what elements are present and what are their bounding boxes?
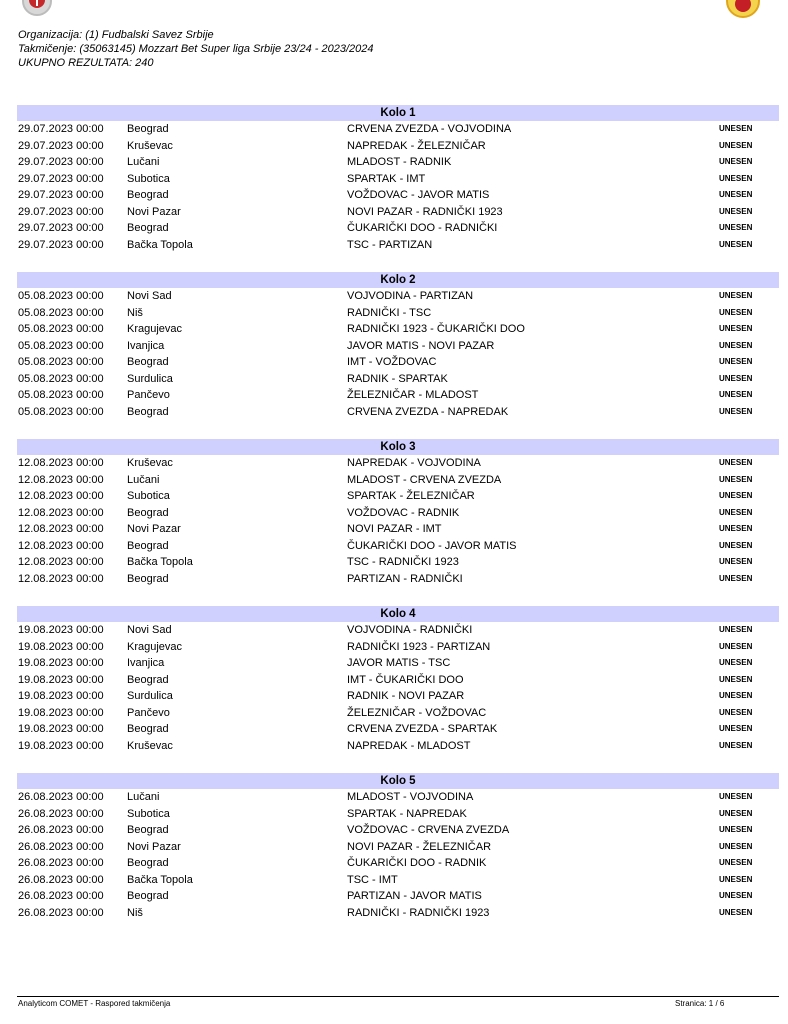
match-row: [17, 521, 779, 538]
match-city: Bačka Topola: [127, 556, 193, 568]
match-teams: NAPREDAK - ŽELEZNIČAR: [347, 139, 486, 152]
match-status: UNESEN: [719, 173, 753, 183]
match-status: UNESEN: [719, 307, 753, 317]
match-status: UNESEN: [719, 573, 753, 583]
match-row: [17, 171, 779, 188]
match-city: Beograd: [127, 824, 169, 836]
match-row: [17, 905, 779, 922]
match-city: Novi Sad: [127, 290, 172, 302]
match-status: UNESEN: [719, 157, 753, 166]
match-status: UNESEN: [719, 707, 753, 717]
match-teams: RADNIČKI - RADNIČKI 1923: [347, 906, 490, 919]
match-status: UNESEN: [719, 491, 753, 500]
match-teams: TSC - IMT: [347, 873, 398, 886]
match-city: Kruševac: [127, 139, 173, 152]
match-row: [17, 237, 779, 254]
match-row: [17, 672, 779, 689]
match-teams: ŽELEZNIČAR - VOŽDOVAC: [347, 706, 487, 719]
match-city: Lučani: [127, 156, 160, 168]
match-teams: MLADOST - VOJVODINA: [347, 791, 474, 803]
match-teams: SPARTAK - IMT: [347, 172, 426, 185]
match-teams: NOVI PAZAR - ŽELEZNIČAR: [347, 840, 492, 853]
match-city: Niš: [127, 306, 143, 319]
match-row: [17, 455, 779, 472]
match-date: 29.07.2023 00:00: [18, 156, 104, 168]
match-city: Ivanjica: [127, 657, 165, 669]
match-status: UNESEN: [719, 390, 753, 399]
match-city: Beograd: [127, 890, 169, 902]
match-city: Beograd: [127, 405, 169, 418]
match-status: UNESEN: [719, 406, 753, 416]
match-date: 19.08.2023 00:00: [18, 657, 104, 669]
match-date: 05.08.2023 00:00: [18, 339, 104, 352]
match-date: 19.08.2023 00:00: [18, 673, 104, 686]
match-row: [17, 354, 779, 371]
match-row: [17, 721, 779, 738]
match-row: [17, 138, 779, 155]
match-teams: SPARTAK - NAPREDAK: [347, 807, 467, 820]
match-teams: PARTIZAN - JAVOR MATIS: [347, 890, 482, 902]
match-date: 29.07.2023 00:00: [18, 123, 104, 135]
match-teams: ČUKARIČKI DOO - RADNIK: [347, 857, 487, 869]
match-date: 19.08.2023 00:00: [18, 624, 104, 636]
round-header: Kolo 2: [17, 272, 779, 288]
match-status: UNESEN: [719, 206, 753, 216]
match-city: Lučani: [127, 473, 160, 486]
match-status: UNESEN: [719, 140, 753, 150]
match-city: Pančevo: [127, 389, 170, 401]
match-teams: VOJVODINA - PARTIZAN: [347, 290, 474, 302]
match-teams: JAVOR MATIS - TSC: [347, 657, 451, 669]
match-city: Kruševac: [127, 739, 173, 752]
match-date: 05.08.2023 00:00: [18, 405, 104, 418]
match-city: Beograd: [127, 123, 169, 135]
match-teams: TSC - PARTIZAN: [347, 238, 433, 251]
match-status: UNESEN: [719, 808, 753, 818]
round-block: [17, 439, 779, 587]
match-date: 19.08.2023 00:00: [18, 706, 104, 719]
round-block: [17, 606, 779, 754]
match-date: 29.07.2023 00:00: [18, 189, 104, 201]
match-teams: PARTIZAN - RADNIČKI: [347, 572, 463, 585]
match-status: UNESEN: [719, 458, 753, 467]
footer-app-name: Analyticom COMET - Raspored takmičenja: [18, 999, 171, 1008]
match-teams: IMT - VOŽDOVAC: [347, 356, 437, 368]
match-city: Beograd: [127, 356, 169, 368]
report-info: [18, 28, 373, 70]
match-status: UNESEN: [719, 540, 753, 550]
match-city: Beograd: [127, 723, 169, 735]
match-date: 26.08.2023 00:00: [18, 890, 104, 902]
round-block: [17, 773, 779, 921]
match-status: UNESEN: [719, 190, 753, 199]
match-status: UNESEN: [719, 891, 753, 900]
match-teams: NAPREDAK - MLADOST: [347, 739, 471, 752]
match-city: Ivanjica: [127, 339, 165, 352]
match-city: Novi Sad: [127, 624, 172, 636]
match-city: Subotica: [127, 490, 170, 502]
match-status: UNESEN: [719, 557, 753, 566]
match-city: Beograd: [127, 506, 169, 519]
match-date: 29.07.2023 00:00: [18, 238, 104, 251]
match-city: Novi Pazar: [127, 840, 181, 853]
match-status: UNESEN: [719, 474, 753, 484]
match-status: UNESEN: [719, 841, 753, 851]
match-date: 19.08.2023 00:00: [18, 690, 104, 702]
footer-page-number: Stranica: 1 / 6: [675, 999, 725, 1008]
match-teams: NOVI PAZAR - RADNIČKI 1923: [347, 205, 503, 218]
match-teams: CRVENA ZVEZDA - SPARTAK: [347, 723, 498, 735]
match-city: Niš: [127, 906, 143, 919]
match-city: Surdulica: [127, 690, 173, 702]
match-teams: CRVENA ZVEZDA - NAPREDAK: [347, 405, 509, 418]
league-logo: [726, 0, 760, 18]
match-date: 05.08.2023 00:00: [18, 306, 104, 319]
match-date: 19.08.2023 00:00: [18, 739, 104, 752]
match-row: [17, 822, 779, 839]
match-city: Kruševac: [127, 457, 173, 469]
match-row: [17, 404, 779, 421]
match-teams: VOŽDOVAC - CRVENA ZVEZDA: [347, 824, 510, 836]
round-block: [17, 272, 779, 420]
round-block: [17, 105, 779, 253]
match-city: Subotica: [127, 807, 170, 820]
match-status: UNESEN: [719, 524, 753, 533]
match-teams: RADNIČKI 1923 - PARTIZAN: [347, 640, 491, 653]
match-city: Beograd: [127, 572, 169, 585]
match-teams: VOŽDOVAC - JAVOR MATIS: [347, 189, 490, 201]
match-teams: ČUKARIČKI DOO - JAVOR MATIS: [347, 539, 517, 552]
match-row: [17, 220, 779, 237]
match-city: Bačka Topola: [127, 238, 193, 251]
match-teams: CRVENA ZVEZDA - VOJVODINA: [347, 123, 512, 135]
match-row: [17, 622, 779, 639]
match-status: UNESEN: [719, 357, 753, 366]
match-teams: VOJVODINA - RADNIČKI: [347, 624, 473, 636]
match-row: [17, 655, 779, 672]
match-row: [17, 855, 779, 872]
match-city: Beograd: [127, 857, 169, 869]
match-row: [17, 538, 779, 555]
match-status: UNESEN: [719, 625, 753, 634]
match-date: 29.07.2023 00:00: [18, 139, 104, 152]
match-teams: ŽELEZNIČAR - MLADOST: [347, 389, 479, 401]
match-row: [17, 338, 779, 355]
match-row: [17, 305, 779, 322]
match-row: [17, 705, 779, 722]
match-date: 29.07.2023 00:00: [18, 222, 104, 234]
match-row: [17, 472, 779, 489]
match-date: 26.08.2023 00:00: [18, 873, 104, 886]
match-teams: NOVI PAZAR - IMT: [347, 523, 442, 535]
match-teams: IMT - ČUKARIČKI DOO: [347, 673, 464, 686]
match-city: Beograd: [127, 189, 169, 201]
match-teams: RADNIČKI - TSC: [347, 306, 432, 319]
match-date: 19.08.2023 00:00: [18, 640, 104, 653]
competition-line: Takmičenje: (35063145) Mozzart Bet Super liga Srbije 23/24 - 2023/2024: [18, 43, 374, 55]
match-row: [17, 839, 779, 856]
match-status: UNESEN: [719, 291, 753, 300]
match-row: [17, 154, 779, 171]
match-teams: NAPREDAK - VOJVODINA: [347, 457, 481, 469]
match-date: 12.08.2023 00:00: [18, 490, 104, 502]
match-row: [17, 789, 779, 806]
match-teams: RADNIČKI 1923 - ČUKARIČKI DOO: [347, 323, 525, 335]
match-date: 05.08.2023 00:00: [18, 389, 104, 401]
match-row: [17, 321, 779, 338]
match-city: Beograd: [127, 222, 169, 234]
match-city: Beograd: [127, 673, 169, 686]
match-date: 26.08.2023 00:00: [18, 791, 104, 803]
match-row: [17, 371, 779, 388]
match-status: UNESEN: [719, 324, 753, 333]
match-row: [17, 888, 779, 905]
match-city: Pančevo: [127, 706, 170, 719]
match-teams: JAVOR MATIS - NOVI PAZAR: [347, 339, 495, 352]
round-header: Kolo 4: [17, 606, 779, 622]
match-date: 12.08.2023 00:00: [18, 556, 104, 568]
match-teams: MLADOST - RADNIK: [347, 156, 452, 168]
match-date: 05.08.2023 00:00: [18, 372, 104, 385]
match-status: UNESEN: [719, 907, 753, 917]
match-date: 12.08.2023 00:00: [18, 457, 104, 469]
match-city: Beograd: [127, 539, 169, 552]
match-row: [17, 204, 779, 221]
match-row: [17, 505, 779, 522]
match-date: 12.08.2023 00:00: [18, 523, 104, 535]
match-row: [17, 488, 779, 505]
match-city: Subotica: [127, 172, 170, 185]
match-row: [17, 738, 779, 755]
match-status: UNESEN: [719, 674, 753, 684]
match-city: Kragujevac: [127, 640, 183, 653]
match-date: 05.08.2023 00:00: [18, 356, 104, 368]
match-date: 26.08.2023 00:00: [18, 807, 104, 820]
match-row: [17, 639, 779, 656]
match-status: UNESEN: [719, 825, 753, 834]
federation-logo: [22, 0, 52, 16]
match-status: UNESEN: [719, 691, 753, 700]
match-teams: MLADOST - CRVENA ZVEZDA: [347, 473, 502, 486]
match-status: UNESEN: [719, 124, 753, 133]
match-date: 05.08.2023 00:00: [18, 323, 104, 335]
match-row: [17, 806, 779, 823]
match-teams: ČUKARIČKI DOO - RADNIČKI: [347, 222, 498, 234]
organization-line: Organizacija: (1) Fudbalski Savez Srbije: [18, 29, 214, 41]
match-date: 26.08.2023 00:00: [18, 840, 104, 853]
match-status: UNESEN: [719, 740, 753, 750]
match-row: [17, 387, 779, 404]
match-status: UNESEN: [719, 340, 753, 350]
match-date: 26.08.2023 00:00: [18, 857, 104, 869]
match-row: [17, 187, 779, 204]
match-status: UNESEN: [719, 724, 753, 733]
match-row: [17, 554, 779, 571]
match-row: [17, 571, 779, 588]
match-row: [17, 872, 779, 889]
match-status: UNESEN: [719, 373, 753, 383]
match-status: UNESEN: [719, 874, 753, 884]
match-teams: RADNIK - NOVI PAZAR: [347, 690, 465, 702]
match-date: 12.08.2023 00:00: [18, 506, 104, 519]
match-city: Novi Pazar: [127, 205, 181, 218]
match-city: Lučani: [127, 791, 160, 803]
round-header: Kolo 5: [17, 773, 779, 789]
match-date: 29.07.2023 00:00: [18, 172, 104, 185]
match-city: Surdulica: [127, 372, 173, 385]
match-teams: SPARTAK - ŽELEZNIČAR: [347, 490, 475, 502]
match-date: 29.07.2023 00:00: [18, 205, 104, 218]
match-status: UNESEN: [719, 858, 753, 867]
match-row: [17, 688, 779, 705]
match-status: UNESEN: [719, 507, 753, 517]
match-row: [17, 288, 779, 305]
total-results-line: UKUPNO REZULTATA: 240: [18, 57, 154, 69]
footer-divider: [17, 996, 779, 997]
match-row: [17, 121, 779, 138]
match-city: Novi Pazar: [127, 523, 181, 535]
match-date: 26.08.2023 00:00: [18, 906, 104, 919]
match-status: UNESEN: [719, 239, 753, 249]
round-header: Kolo 3: [17, 439, 779, 455]
match-status: UNESEN: [719, 792, 753, 801]
match-date: 12.08.2023 00:00: [18, 572, 104, 585]
match-status: UNESEN: [719, 658, 753, 667]
match-date: 12.08.2023 00:00: [18, 473, 104, 486]
match-date: 26.08.2023 00:00: [18, 824, 104, 836]
match-city: Kragujevac: [127, 323, 183, 335]
match-status: UNESEN: [719, 641, 753, 651]
match-date: 12.08.2023 00:00: [18, 539, 104, 552]
match-teams: VOŽDOVAC - RADNIK: [347, 506, 460, 519]
match-date: 19.08.2023 00:00: [18, 723, 104, 735]
match-teams: RADNIK - SPARTAK: [347, 372, 448, 385]
match-date: 05.08.2023 00:00: [18, 290, 104, 302]
match-status: UNESEN: [719, 223, 753, 232]
round-header: Kolo 1: [17, 105, 779, 121]
match-city: Bačka Topola: [127, 873, 193, 886]
match-teams: TSC - RADNIČKI 1923: [347, 556, 459, 568]
